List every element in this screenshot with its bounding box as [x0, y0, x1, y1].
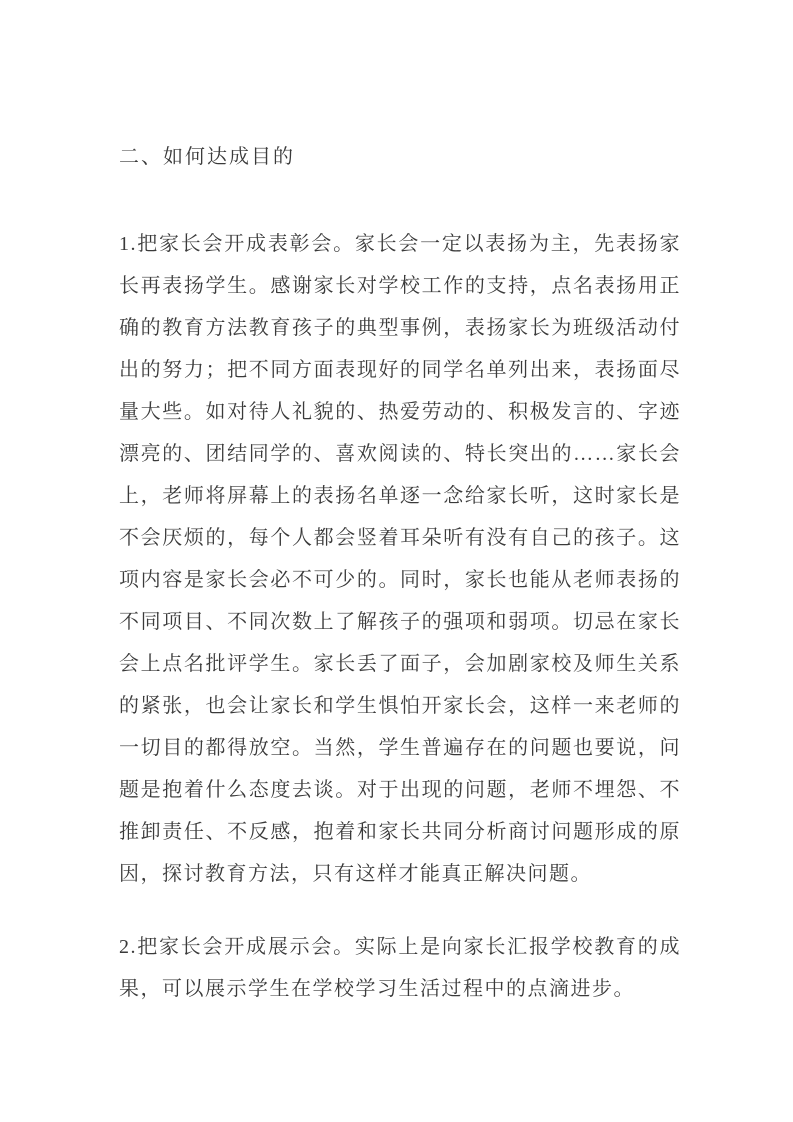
paragraph-2: 2.把家长会开成展示会。实际上是向家长汇报学校教育的成果，可以展示学生在学校学习生活过程中的点滴进步。 — [119, 936, 681, 1000]
paragraph-1: 1.把家长会开成表彰会。家长会一定以表扬为主，先表扬家长再表扬学生。感谢家长对学校工作的支持，点名表扬用正确的教育方法教育孩子的典型事例，表扬家长为班级活动付出的努力；把不同方面表现好的同学名单列出来，表扬面尽量大些。如对待人礼貌的、热爱劳动的、积极发言的、字迹漂亮的、团结同学的、喜欢阅读的、特长突出的……家长会上，老师将屏幕上的表扬名单逐一念给家长听，这时家长是不会厌烦的，每个人都会竖着耳朵听有没有自己的孩子。这项内容是家长会必不可少的。同时，家长也能从老师表扬的不同项目、不同次数上了解孩子的强项和弱项。切忌在家长会上点名批评学生。家长丢了面子，会加剧家校及师生关系的紧张，也会让家长和学生惧怕开家长会，这样一来老师的一切目的都得放空。当然，学生普遍存在的问题也要说，问题是抱着什么态度去谈。对于出现的问题，老师不埋怨、不推卸责任、不反感，抱着和家长共同分析商讨问题形成的原因，探讨教育方法，只有这样才能真正解决问题。 — [119, 233, 681, 885]
section-heading: 二、如何达成目的 — [119, 146, 295, 168]
